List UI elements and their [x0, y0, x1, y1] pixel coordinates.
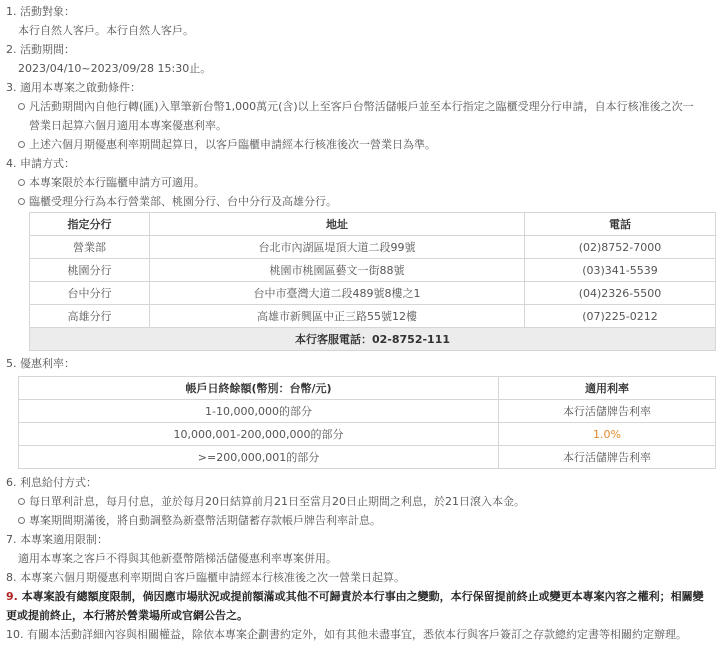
table-row: [30, 259, 716, 282]
balance-tier: 1-10,000,000的部分: [19, 400, 499, 423]
section-4: [6, 154, 712, 211]
branch-phone: (04)2326-5500: [525, 282, 716, 305]
section-6: [6, 473, 712, 530]
list-item-text-cont: 營業日起算六個月適用本專案優惠利率。: [29, 119, 227, 132]
table-row: [19, 446, 716, 469]
branch-address: 高雄市新興區中正三路55號12樓: [150, 305, 525, 328]
section-5-heading: 5. 優惠利率：: [6, 357, 75, 370]
table-header-row: [19, 377, 716, 400]
list-item: [18, 97, 712, 135]
section-5: [6, 354, 712, 373]
section-1: [6, 2, 712, 40]
table-row: [19, 423, 716, 446]
column-header: 地址: [150, 213, 525, 236]
customer-service-hotline: 本行客服電話：02-8752-111: [30, 328, 716, 351]
section-3-heading: 3. 適用本專案之啟動條件：: [6, 81, 141, 94]
section-6-heading: 6. 利息給付方式：: [6, 476, 97, 489]
section-4-list: [6, 173, 712, 211]
table-row: [30, 236, 716, 259]
section-3-list: [6, 97, 712, 154]
section-10-text: 10. 有關本活動詳細內容與相關權益，除依本專案企劃書約定外，如有其他未盡事宜，悉依本行與客戶簽訂之存款總約定書等相關約定辦理。: [6, 628, 687, 641]
branch-name: 台中分行: [30, 282, 150, 305]
section-10: [6, 625, 712, 644]
list-item: 每日單利計息，每月付息，並於每月20日結算前月21日至當月20日止期間之利息，於21日滾入本金。: [18, 492, 712, 511]
balance-tier: >=200,000,001的部分: [19, 446, 499, 469]
table-header-row: [30, 213, 716, 236]
column-header: 電話: [525, 213, 716, 236]
section-9: [6, 587, 712, 625]
branch-table: [29, 212, 716, 351]
branch-name: 高雄分行: [30, 305, 150, 328]
balance-tier: 10,000,001-200,000,000的部分: [19, 423, 499, 446]
branch-name: 桃園分行: [30, 259, 150, 282]
section-7: [6, 530, 712, 568]
applicable-rate: 本行活儲牌告利率: [499, 400, 716, 423]
section-1-text: 本行自然人客戶。本行自然人客戶。: [18, 24, 194, 37]
section-7-text: 適用本專案之客戶不得與其他新臺幣階梯活儲優惠利率專案併用。: [18, 552, 337, 565]
branch-address: 桃園市桃園區藝文一街88號: [150, 259, 525, 282]
column-header: 指定分行: [30, 213, 150, 236]
branch-address: 台北市內湖區堤頂大道二段99號: [150, 236, 525, 259]
list-item: 臨櫃受理分行為本行營業部、桃園分行、台中分行及高雄分行。: [18, 192, 712, 211]
table-row: [30, 305, 716, 328]
section-2: [6, 40, 712, 78]
branch-name: 營業部: [30, 236, 150, 259]
section-9-number: 9.: [6, 590, 18, 603]
applicable-rate-highlight: 1.0%: [499, 423, 716, 446]
branch-phone: (03)341-5539: [525, 259, 716, 282]
section-8: [6, 568, 712, 587]
hotline-row: [30, 328, 716, 351]
section-8-text: 8. 本專案六個月期優惠利率期間自客戶臨櫃申請經本行核准後之次一營業日起算。: [6, 571, 405, 584]
applicable-rate: 本行活儲牌告利率: [499, 446, 716, 469]
section-9-line-2: 更或提前終止，本行將於營業場所或官網公告之。: [6, 609, 248, 622]
list-item-text: 凡活動期間內自他行轉(匯)入單筆新台幣1,000萬元(含)以上至客戶台幣活儲帳戶並至本行指定之臨櫃受理分行申請，自本行核准後之次一: [29, 100, 694, 113]
section-3: [6, 78, 712, 154]
list-item: 專案期間期滿後，將自動調整為新臺幣活期儲蓄存款帳戶牌告利率計息。: [18, 511, 712, 530]
list-item: 本專案限於本行臨櫃申請方可適用。: [18, 173, 712, 192]
column-header: 適用利率: [499, 377, 716, 400]
section-9-line-1: [6, 587, 712, 606]
branch-phone: (07)225-0212: [525, 305, 716, 328]
table-row: [19, 400, 716, 423]
table-row: [30, 282, 716, 305]
section-2-text: 2023/04/10~2023/09/28 15:30止。: [18, 62, 212, 75]
section-4-heading: 4. 申請方式：: [6, 157, 75, 170]
column-header: 帳戶日終餘額(幣別：台幣/元): [19, 377, 499, 400]
section-9-text: 本專案設有總額度限制，倘因應市場狀況或提前額滿或其他不可歸責於本行事由之變動，本行保留提前終止或變更本專案內容之權利；相關變: [21, 590, 704, 603]
rate-table: [18, 376, 716, 469]
branch-address: 台中市臺灣大道二段489號8樓之1: [150, 282, 525, 305]
list-item: 上述六個月期優惠利率期間起算日，以客戶臨櫃申請經本行核准後次一營業日為準。: [18, 135, 712, 154]
section-6-list: [6, 492, 712, 530]
section-7-heading: 7. 本專案適用限制：: [6, 533, 108, 546]
branch-phone: (02)8752-7000: [525, 236, 716, 259]
section-2-heading: 2. 活動期間：: [6, 43, 75, 56]
section-1-heading: 1. 活動對象：: [6, 5, 75, 18]
